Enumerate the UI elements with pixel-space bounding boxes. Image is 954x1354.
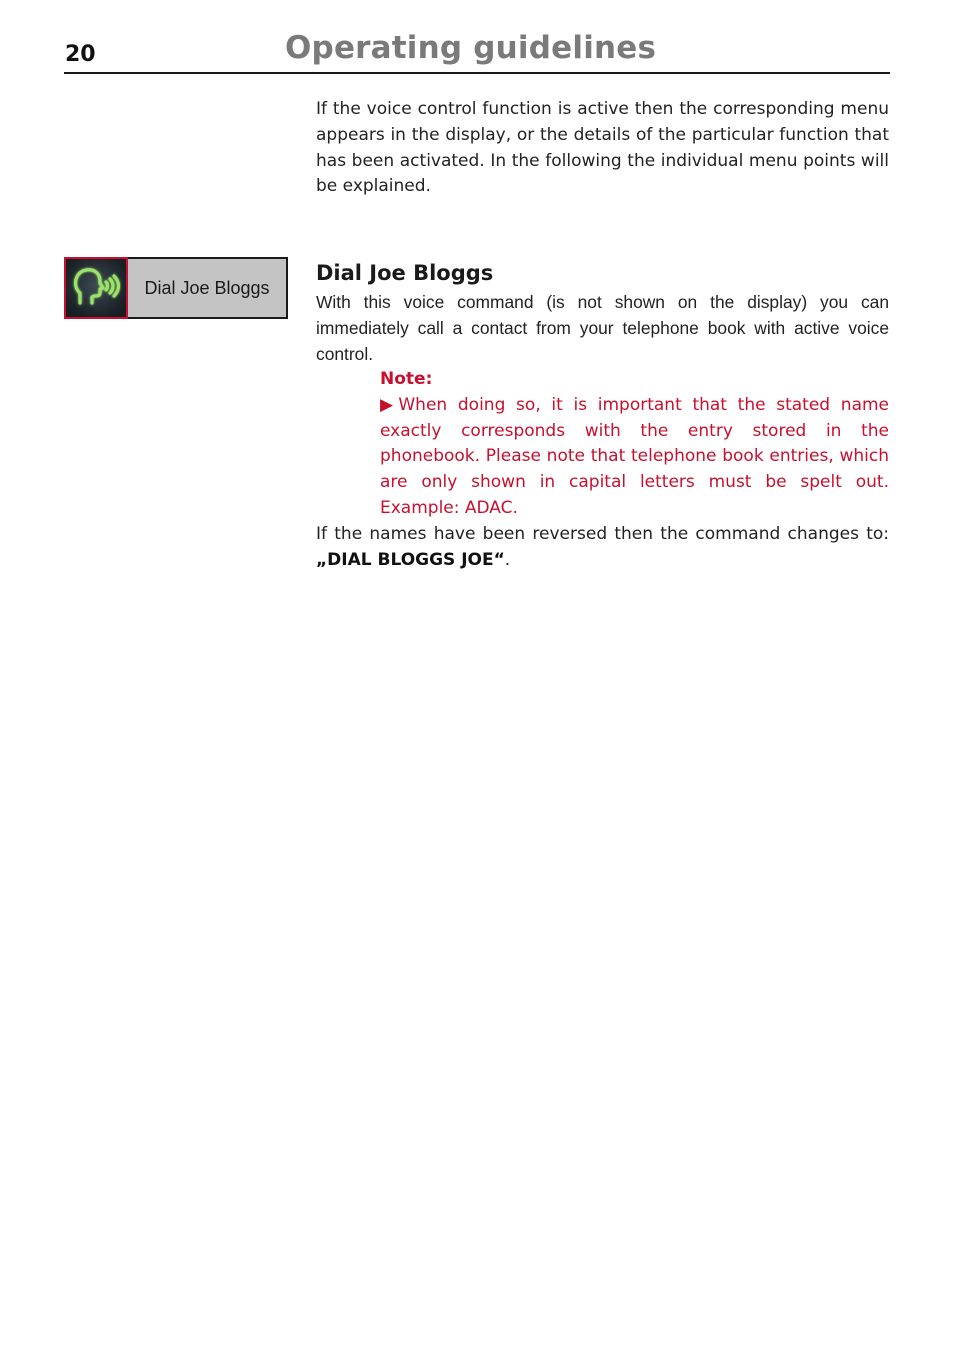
header-rule — [64, 72, 890, 74]
section-body: With this voice command (is not shown on the display) you can immediately call a contact from your telephone book with active voice control. — [316, 292, 889, 364]
screen-button-label: Dial Joe Bloggs — [144, 277, 270, 298]
note-block — [380, 367, 889, 522]
note-text: When doing so, it is important that the stated name exactly corresponds with the entry stored in the phonebook. Please note that telephone book entries, which are only shown in capital letters must be spelt out. Example: ADAC. — [380, 394, 890, 518]
voice-speaking-head-icon — [64, 257, 128, 319]
note-label: Note: — [380, 369, 433, 389]
intro-paragraph: If the voice control function is active then the corresponding menu appears in the display, or the details of the particular function that has been activated. In the following the individual menu points will be explained. — [316, 99, 889, 197]
outro-text: If the names have been reversed then the command changes to: — [316, 524, 889, 544]
triangle-bullet-icon: ▶ — [380, 394, 399, 415]
outro-paragraph — [316, 522, 889, 574]
screen-button-dial-joe-bloggs[interactable] — [64, 257, 288, 319]
page-number: 20 — [65, 42, 96, 67]
section-heading: Dial Joe Bloggs — [316, 261, 494, 285]
page-title: Operating guidelines — [285, 30, 657, 66]
voice-command-text: „DIAL BLOGGS JOE“ — [316, 549, 505, 570]
outro-suffix: . — [504, 549, 511, 570]
